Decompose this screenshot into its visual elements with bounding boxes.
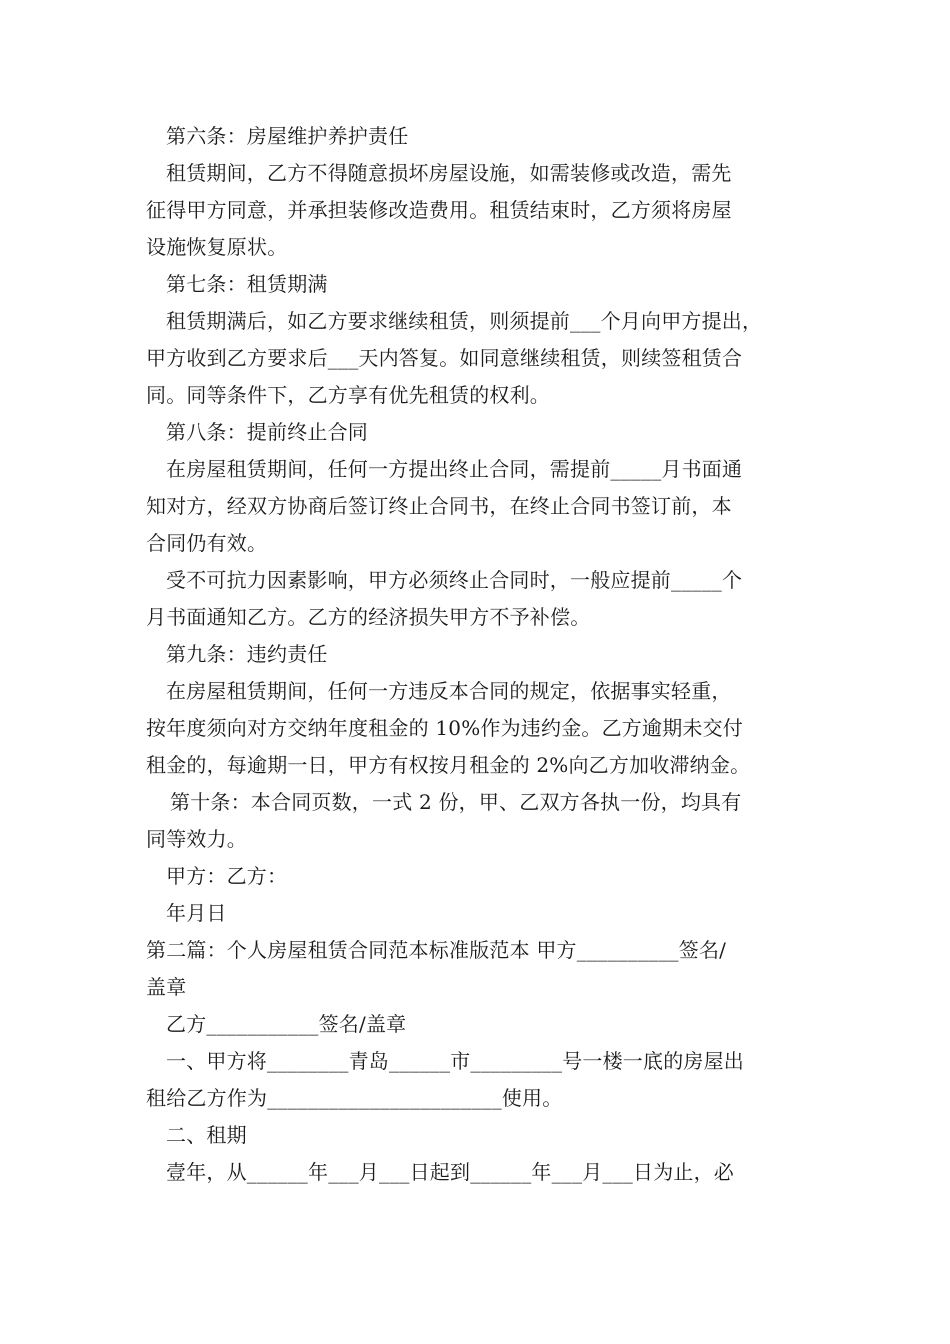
paragraph-line: 月书面通知乙方。乙方的经济损失甲方不予补偿。 — [146, 605, 591, 629]
signature-date: 年月日 — [166, 901, 227, 925]
paragraph-line: 甲方收到乙方要求后___天内答复。如同意继续租赁，则续签租赁合 — [146, 346, 743, 370]
paragraph-line: 设施恢复原状。 — [146, 235, 288, 259]
paragraph-line: 租赁期间，乙方不得随意损坏房屋设施，如需装修或改造，需先 — [166, 161, 732, 185]
document-page — [146, 118, 816, 1191]
paragraph-line: 租金的，每逾期一日，甲方有权按月租金的 2%向乙方加收滞纳金。 — [146, 753, 751, 777]
article-8-heading: 第八条：提前终止合同 — [166, 420, 368, 444]
paragraph-line: 同。同等条件下，乙方享有优先租赁的权利。 — [146, 383, 550, 407]
article-10-line: 第十条：本合同页数，一式 2 份，甲、乙双方各执一份，均具有 — [170, 790, 742, 814]
paragraph-line: 在房屋租赁期间，任何一方违反本合同的规定，依据事实轻重， — [166, 679, 732, 703]
paragraph-line: 同等效力。 — [146, 827, 247, 851]
paragraph-line: 盖章 — [146, 975, 187, 999]
paragraph-line: 壹年，从______年___月___日起到______年___月___日为止，必 — [166, 1160, 734, 1184]
article-9-heading: 第九条：违约责任 — [166, 642, 328, 666]
paragraph-line: 租赁期满后，如乙方要求继续租赁，则须提前___个月向甲方提出， — [166, 309, 763, 333]
paragraph-line: 合同仍有效。 — [146, 531, 268, 555]
article-7-heading: 第七条：租赁期满 — [166, 272, 328, 296]
clause-1-line: 一、甲方将________青岛______市_________号一楼一底的房屋出 — [166, 1049, 744, 1073]
article-6-heading: 第六条：房屋维护养护责任 — [166, 124, 409, 148]
signature-parties: 甲方：乙方： — [166, 864, 288, 888]
clause-2-heading: 二、租期 — [166, 1123, 247, 1147]
paragraph-line: 在房屋租赁期间，任何一方提出终止合同，需提前_____月书面通 — [166, 457, 743, 481]
paragraph-line: 按年度须向对方交纳年度租金的 10%作为违约金。乙方逾期未交付 — [146, 716, 744, 740]
paragraph-line: 租给乙方作为_______________________使用。 — [146, 1086, 563, 1110]
paragraph-line: 受不可抗力因素影响，甲方必须终止合同时，一般应提前_____个 — [166, 568, 743, 592]
paragraph-line: 征得甲方同意，并承担装修改造费用。租赁结束时，乙方须将房屋 — [146, 198, 732, 222]
party-b-line: 乙方___________签名/盖章 — [166, 1012, 407, 1036]
paragraph-line: 知对方，经双方协商后签订终止合同书，在终止合同书签订前，本 — [146, 494, 732, 518]
part-two-title: 第二篇：个人房屋租赁合同范本标准版范本 甲方__________签名/ — [146, 938, 727, 962]
